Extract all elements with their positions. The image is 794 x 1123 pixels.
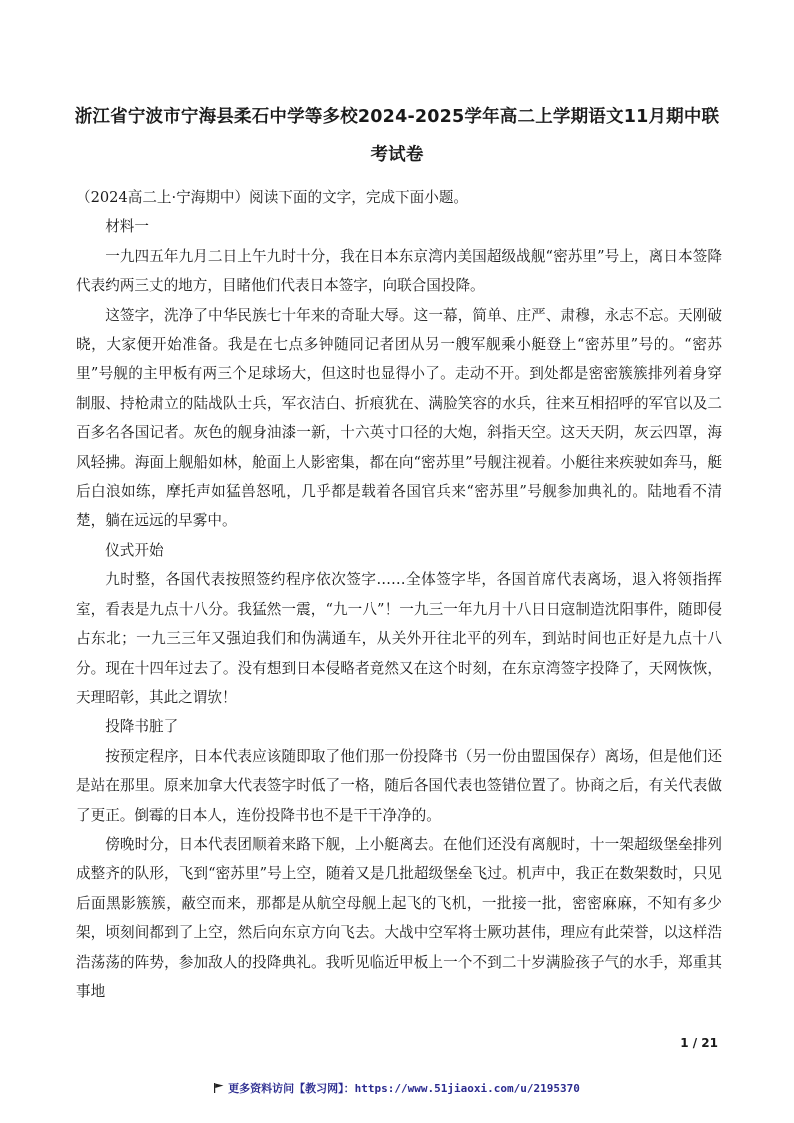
- paragraph: 一九四五年九月二日上午九时十分，我在日本东京湾内美国超级战舰“密苏里”号上，离日本签降代表约两三丈的地方，目睹他们代表日本签字，向联合国投降。: [76, 247, 722, 295]
- page-number: 1 / 21: [680, 1036, 718, 1050]
- footer-text: 更多资料访问【教习网】：https://www.51jiaoxi.com/u/2195370: [228, 1082, 580, 1095]
- paragraph: 这签字，洗净了中华民族七十年来的奇耻大辱。这一幕，简单、庄严、肃穆，永志不忘。天刚破晓，大家便开始准备。我是在七点多钟随同记者团从另一艘军舰乘小艇登上“密苏里”号的。“密苏里”号舰的主甲板有两三个足球场大，但这时也显得小了。走动不开。到处都是密密簇簇排列着身穿制服、持枪肃立的陆战队士兵，军衣洁白、折痕犹在、满脸笑容的水兵，往来互相招呼的军官以及二百多名各国记者。灰色的舰身油漆一新，十六英寸口径的大炮，斜指天空。这天天阴，灰云四罩，海风轻拂。海面上舰船如林，舱面上人影密集，都在向“密苏里”号舰注视着。小艇往来疾驶如奔马，艇后白浪如练，摩托声如猛兽怒吼，几乎都是载着各国官兵来“密苏里”号舰参加典礼的。陆地看不清楚，躺在远远的早雾中。: [76, 306, 722, 530]
- source-line: （2024高二上·宁海期中）阅读下面的文字，完成下面小题。: [76, 189, 469, 206]
- paragraph: 傍晚时分，日本代表团顺着来路下舰，上小艇离去。在他们还没有离舰时，十一架超级堡垒排列成整齐的队形，飞到“密苏里”号上空，随着又是几批超级堡垒飞过。机声中，我正在数架数时，只见后面黑影簇簇，蔽空而来，那都是从航空母舰上起飞的飞机，一批接一批，密密麻麻，不知有多少架，顷刻间都到了上空，然后向东京方向飞去。大战中空军将士厥功甚伟，理应有此荣誉，以这样浩浩荡荡的阵势，参加敌人的投降典礼。我听见临近甲板上一个不到二十岁满脸孩子气的水手，郑重其事地: [76, 835, 722, 1000]
- paragraph: 九时整，各国代表按照签约程序依次签字……全体签字毕，各国首席代表离场，退入将领指挥室，看表是九点十八分。我猛然一震，“九一八”！一九三一年九月十八日日寇制造沈阳事件，随即侵占东北；一九三三年又强迫我们和伪满通车，从关外开往北平的列车，到站时间也正好是九点十八分。现在十四年过去了。没有想到日本侵略者竟然又在这个时刻，在东京湾签字投降了，天网恢恢，天理昭彰，其此之谓欤！: [76, 571, 722, 706]
- section-heading-ceremony-start: 仪式开始: [105, 541, 164, 559]
- document-body: [76, 183, 722, 1006]
- section-heading-material-one: 材料一: [105, 218, 149, 236]
- section-heading-surrender-document: 投降书脏了: [105, 718, 179, 736]
- flag-icon: [214, 1083, 224, 1093]
- paragraph: 按预定程序，日本代表应该随即取了他们那一份投降书（另一份由盟国保存）离场，但是他们还是站在那里。原来加拿大代表签字时低了一格，随后各国代表也签错位置了。协商之后，有关代表做了更正。倒霉的日本人，连份投降书也不是干干净净的。: [76, 747, 722, 824]
- footer-link[interactable]: [0, 1080, 794, 1096]
- document-title: 浙江省宁波市宁海县柔石中学等多校2024-2025学年高二上学期语文11月期中联考试卷: [74, 107, 720, 165]
